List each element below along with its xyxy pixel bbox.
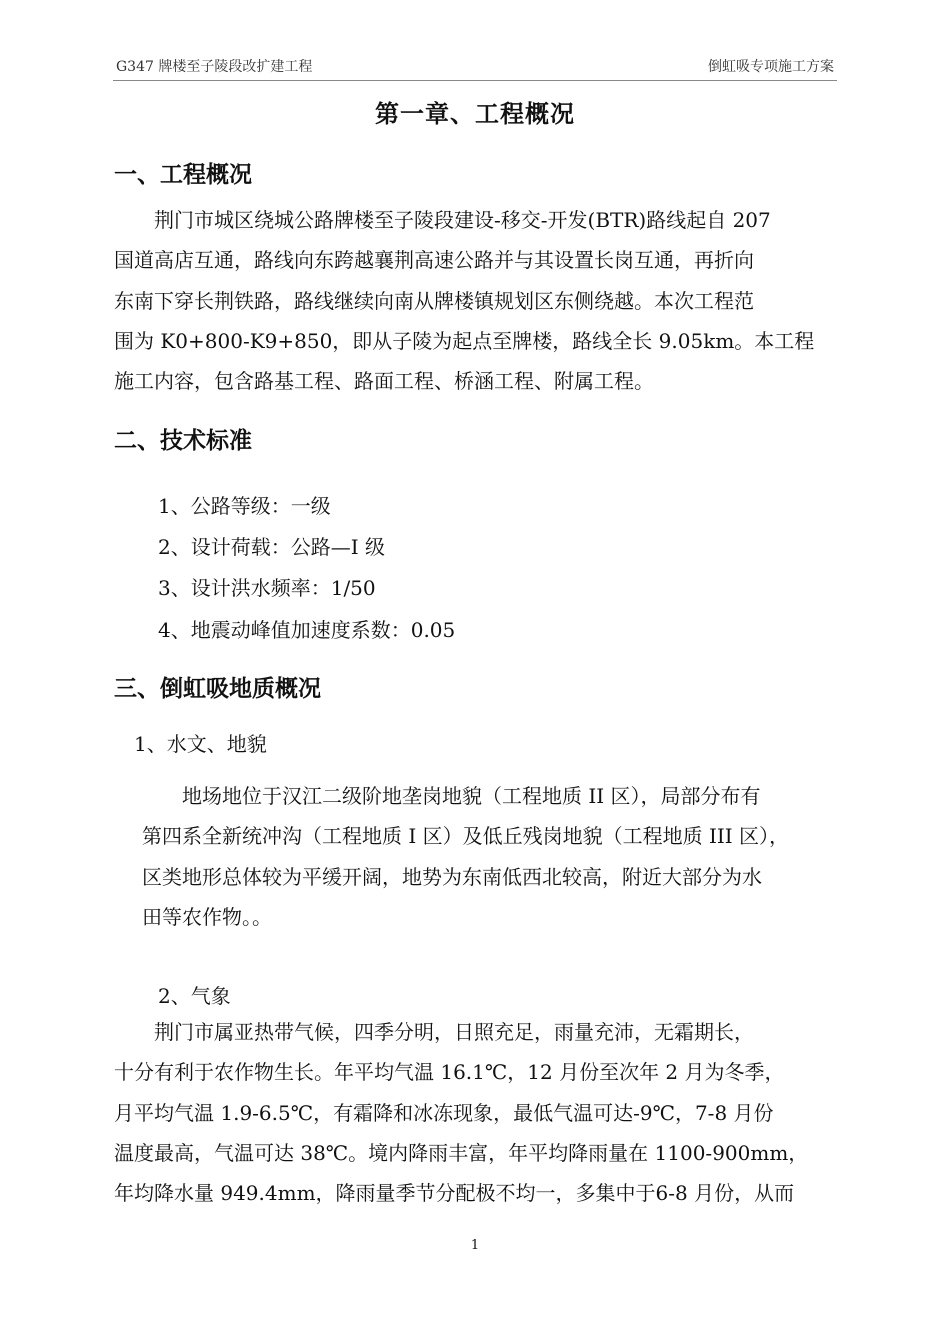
section-1-line: 围为 K0+800-K9+850，即从子陵为起点至牌楼，路线全长 9.05km。本工程 — [114, 328, 815, 353]
section-1-body — [114, 200, 836, 401]
climate-line: 荆门市属亚热带气候，四季分明，日照充足，雨量充沛，无霜期长， — [154, 1020, 754, 1044]
hydrology-line: 区类地形总体较为平缓开阔，地势为东南低西北较高，附近大部分为水 — [142, 864, 762, 889]
section-1-title: 一、工程概况 — [114, 161, 252, 188]
climate-line: 年均降水量 949.4mm，降雨量季节分配极不均一，多集中于6-8 月份，从而 — [114, 1181, 795, 1206]
section-3-title: 三、倒虹吸地质概况 — [114, 675, 321, 702]
subsection-climate-body — [114, 1012, 836, 1213]
hydrology-line: 地场地位于汉江二级阶地垄岗地貌（工程地质 II 区），局部分布有 — [182, 784, 761, 808]
page-number: 1 — [470, 1238, 480, 1253]
header-divider — [113, 80, 837, 81]
section-2-title: 二、技术标准 — [114, 427, 252, 454]
subsection-hydrology-title: 1、水文、地貌 — [134, 732, 267, 756]
climate-line: 十分有利于农作物生长。年平均气温 16.1℃，12 月份至次年 2 月为冬季， — [114, 1060, 785, 1085]
standard-item: 3、设计洪水频率：1/50 — [158, 576, 376, 600]
section-1-line: 国道高店互通，路线向东跨越襄荆高速公路并与其设置长岗互通，再折向 — [114, 248, 754, 273]
section-1-line: 荆门市城区绕城公路牌楼至子陵段建设-移交-开发(BTR)路线起自 207 — [154, 208, 771, 232]
subsection-climate-title: 2、气象 — [158, 984, 231, 1008]
hydrology-line: 田等农作物。。 — [142, 904, 272, 929]
standard-item: 1、公路等级：一级 — [158, 494, 331, 518]
section-1-line: 东南下穿长荆铁路，路线继续向南从牌楼镇规划区东侧绕越。本次工程范 — [114, 288, 754, 313]
hydrology-line: 第四系全新统冲沟（工程地质 I 区）及低丘残岗地貌（工程地质 III 区）， — [142, 824, 790, 849]
section-1-line: 施工内容，包含路基工程、路面工程、桥涵工程、附属工程。 — [114, 369, 654, 394]
standard-item: 4、地震动峰值加速度系数：0.05 — [158, 618, 456, 642]
standard-item: 2、设计荷载：公路—I 级 — [158, 535, 385, 559]
header-document-title: 倒虹吸专项施工方案 — [708, 59, 834, 75]
subsection-hydrology-body — [142, 776, 842, 937]
climate-line: 温度最高，气温可达 38℃。境内降雨丰富，年平均降雨量在 1100-900mm， — [114, 1140, 809, 1165]
header-project-name: G347 牌楼至子陵段改扩建工程 — [116, 59, 313, 75]
climate-line: 月平均气温 1.9-6.5℃，有霜降和冰冻现象，最低气温可达-9℃，7-8 月份 — [114, 1100, 774, 1125]
chapter-title: 第一章、工程概况 — [375, 99, 575, 128]
